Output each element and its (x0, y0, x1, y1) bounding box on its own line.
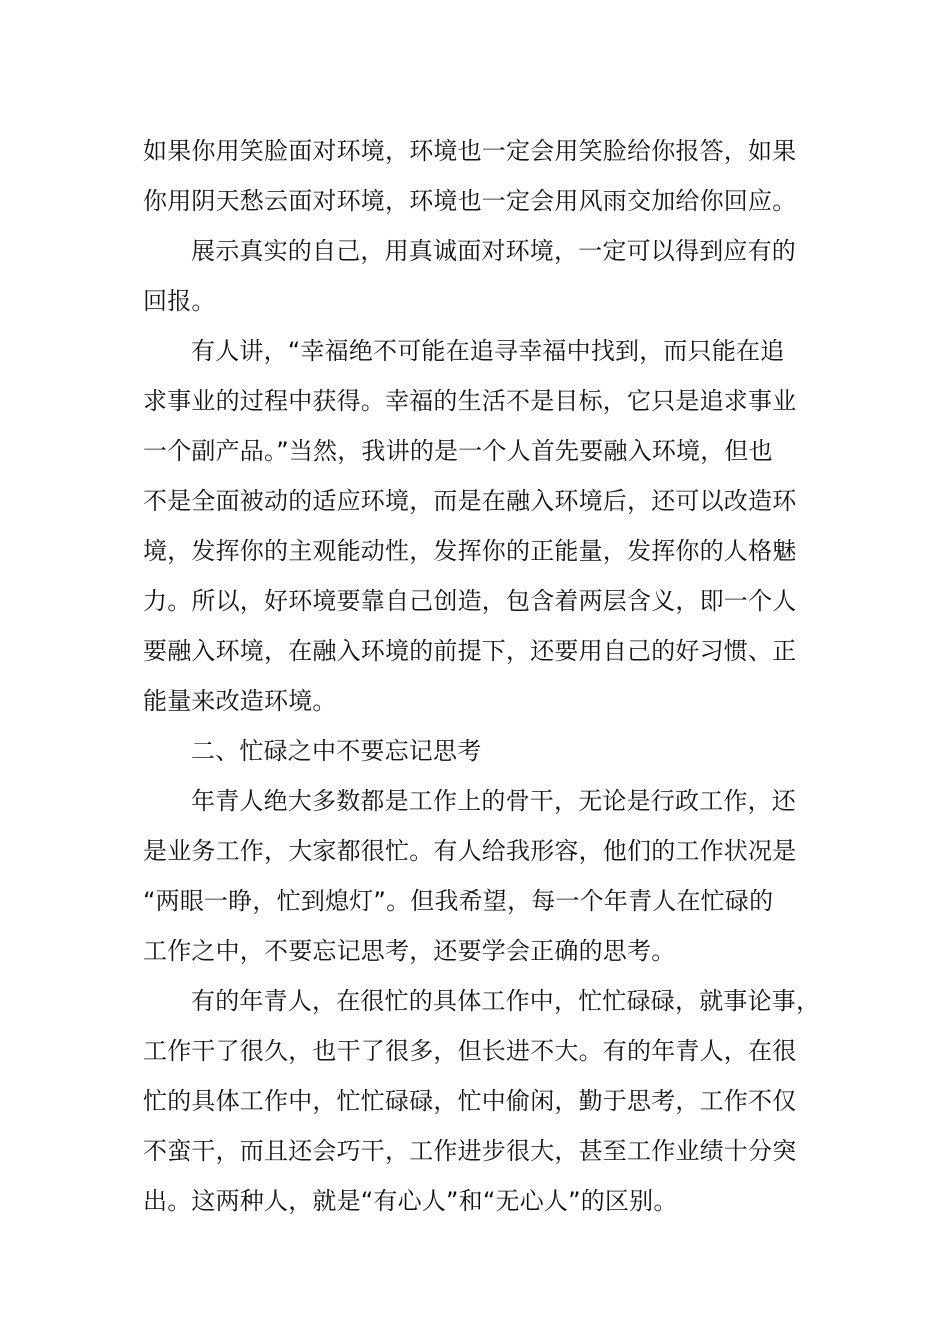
paragraph-1 (143, 126, 815, 226)
paragraph-3 (143, 326, 815, 726)
text-line: 是业务工作，大家都很忙。有人给我形容，他们的工作状况是 (143, 837, 797, 865)
text-line: 力。所以，好环境要靠自己创造，包含着两层含义，即一个人 (143, 587, 797, 615)
heading-line: 二、忙碌之中不要忘记思考 (191, 737, 482, 765)
text-line: 忙的具体工作中，忙忙碌碌，忙中偷闲，勤于思考，工作不仅 (143, 1087, 797, 1115)
text-line: 年青人绝大多数都是工作上的骨干，无论是行政工作，还 (191, 787, 796, 815)
paragraph-5 (143, 976, 821, 1226)
text-line: 境，发挥你的主观能动性，发挥你的正能量，发挥你的人格魅 (143, 537, 797, 565)
text-line: 能量来改造环境。 (143, 687, 337, 715)
text-line: 一个副产品。”当然，我讲的是一个人首先要融入环境，但也 (143, 437, 773, 465)
text-line: “两眼一睁，忙到熄灯”。但我希望，每一个年青人在忙碌的 (143, 887, 774, 915)
section-heading (143, 726, 815, 776)
paragraph-4 (143, 776, 815, 976)
text-line: 工作之中，不要忘记思考，还要学会正确的思考。 (143, 937, 676, 965)
document-body (143, 126, 821, 1226)
text-line: 出。这两种人，就是“有心人”和“无心人”的区别。 (143, 1187, 678, 1215)
text-line: 求事业的过程中获得。幸福的生活不是目标，它只是追求事业 (143, 387, 797, 415)
text-line: 工作干了很久，也干了很多，但长进不大。有的年青人，在很 (143, 1037, 797, 1065)
text-line: 要融入环境，在融入环境的前提下，还要用自己的好习惯、正 (143, 637, 797, 665)
text-line: 不是全面被动的适应环境，而是在融入环境后，还可以改造环 (143, 487, 797, 515)
text-line: 展示真实的自己，用真诚面对环境，一定可以得到应有的 (191, 237, 796, 265)
text-line: 回报。 (143, 287, 216, 315)
text-line: 有人讲，“幸福绝不可能在追寻幸福中找到，而只能在追 (191, 337, 785, 365)
text-line: 如果你用笑脸面对环境，环境也一定会用笑脸给你报答，如果 (143, 137, 797, 165)
text-line: 不蛮干，而且还会巧干，工作进步很大，甚至工作业绩十分突 (143, 1137, 797, 1165)
text-line: 你用阴天愁云面对环境，环境也一定会用风雨交加给你回应。 (143, 187, 797, 215)
text-line: 有的年青人，在很忙的具体工作中，忙忙碌碌，就事论事， (191, 987, 821, 1015)
paragraph-2 (143, 226, 815, 326)
